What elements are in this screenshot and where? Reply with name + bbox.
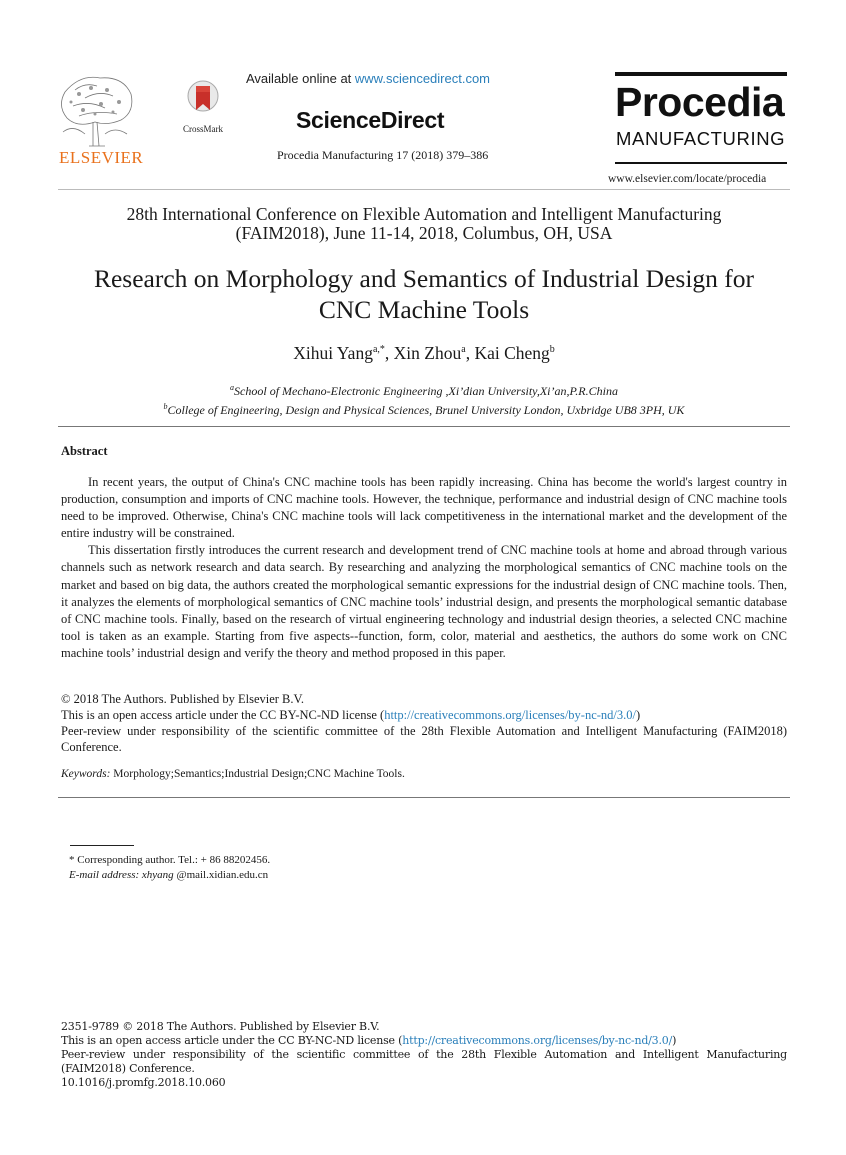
procedia-top-bar [615, 72, 787, 76]
oa-prefix: This is an open access article under the CC BY-NC-ND license ( [61, 708, 385, 722]
license-link[interactable]: http://creativecommons.org/licenses/by-nc-nd/3.0/ [384, 708, 636, 722]
abstract-bottom-divider [58, 797, 790, 798]
header-divider [58, 189, 790, 190]
procedia-logo-word: Procedia [615, 79, 785, 125]
copyright-line: © 2018 The Authors. Published by Elsevier B.V. [61, 692, 305, 706]
affiliation-text: School of Mechano-Electronic Engineering ,Xi’dian University,Xi’an,P.R.China [234, 384, 618, 398]
available-online [246, 71, 490, 86]
author-affil-mark: b [549, 344, 555, 356]
email-domain: @mail.xidian.edu.cn [173, 869, 269, 881]
procedia-bottom-bar [615, 162, 787, 164]
copyright-block [61, 691, 787, 755]
conference-line-2: (FAIM2018), June 11-14, 2018, Columbus, OH, USA [235, 223, 613, 243]
affiliations [58, 380, 790, 418]
abstract-paragraph: In recent years, the output of China's CNC machine tools has been rapidly increasing. China has become the world's largest country in production, consumption and imports of CNC machine tools. However, the technique, performance and industrial design of CNC machine tools need to be improved. Otherwise, China's CNC machine tools will lack competitiveness in the international market and the development of the entire industry will be constrained. [61, 475, 787, 541]
bottom-license [61, 1020, 787, 1090]
author-list [58, 343, 790, 364]
affiliation-mark: a [230, 383, 235, 392]
email-label: E-mail address: xhyang [69, 869, 174, 881]
abstract-body [61, 474, 787, 662]
affiliation-mark: b [163, 402, 168, 411]
issn-line: 2351-9789 © 2018 The Authors. Published by Elsevier B.V. [61, 1020, 380, 1033]
abstract-paragraph: This dissertation firstly introduces the current research and development trend of CNC machine tools at home and abroad through various channels such as network research and data search. By researching and analyzing the morphological semantics of CNC machine tools on the market and based on big data, the authors created the morphological semantic expressions for the industrial design of CNC machine tools. Then, it analyzes the elements of morphological semantics of CNC machine tools’ industrial design, and presents the morphological semantic database of CNC machine tools. Finally, based on the research of virtual engineering technology and industrial design theories, a selected CNC machine tool is taken as an example. Starting from five aspects--function, form, color, material and aesthetics, the authors do some work on CNC machine tools’ industrial design and verify the theory and method proposed in this paper. [61, 543, 787, 660]
email-line [69, 868, 270, 883]
open-access-line [61, 707, 787, 723]
author-name: Xin Zhou [393, 343, 462, 363]
elsevier-tree-icon [55, 72, 135, 150]
affiliation-a [58, 380, 790, 399]
available-prefix: Available online at [246, 71, 355, 86]
sciencedirect-logo: ScienceDirect [296, 107, 445, 133]
conference-name [58, 205, 790, 243]
journal-reference: Procedia Manufacturing 17 (2018) 379–386 [277, 148, 489, 162]
author-name: Xihui Yang [293, 343, 373, 363]
author-affil-mark: a,* [372, 344, 385, 356]
oa-suffix: ) [635, 708, 641, 722]
title-line-1: Research on Morphology and Semantics of Industrial Design for [93, 264, 755, 293]
bottom-peer-review: Peer-review under responsibility of the scientific committee of the 28th Flexible Automation and Intelligent Manufacturing (FAIM2018) Conference. [61, 1048, 787, 1075]
paper-title [58, 263, 790, 325]
elsevier-wordmark: ELSEVIER [59, 148, 144, 167]
abstract-top-divider [58, 426, 790, 427]
bottom-oa-line [61, 1034, 787, 1048]
conference-line-1: 28th International Conference on Flexible Automation and Intelligent Manufacturing [126, 204, 722, 224]
bottom-oa-suffix: ) [672, 1034, 677, 1047]
journal-homepage-link[interactable]: www.elsevier.com/locate/procedia [608, 173, 767, 185]
affiliation-b [58, 399, 790, 418]
footnote [69, 853, 270, 883]
author-name: Kai Cheng [474, 343, 550, 363]
crossmark-badge[interactable] [172, 80, 234, 132]
author-affil-mark: a [461, 344, 466, 356]
sciencedirect-link[interactable]: www.sciencedirect.com [354, 71, 491, 86]
footnote-rule [70, 845, 134, 846]
crossmark-label: CrossMark [183, 124, 223, 134]
author-separator: , [465, 343, 475, 363]
keywords [61, 768, 405, 780]
keywords-label: Keywords: [61, 768, 111, 780]
author-separator: , [384, 343, 394, 363]
procedia-logo-sub: MANUFACTURING [616, 128, 786, 149]
bottom-oa-prefix: This is an open access article under the CC BY-NC-ND license ( [61, 1034, 403, 1047]
keywords-text: Morphology;Semantics;Industrial Design;CNC Machine Tools. [110, 768, 405, 780]
doi[interactable]: 10.1016/j.promfg.2018.10.060 [61, 1076, 226, 1089]
abstract-heading: Abstract [61, 444, 108, 458]
affiliation-text: College of Engineering, Design and Physical Sciences, Brunel University London, Uxbridge UB8 3PH, UK [167, 403, 685, 417]
peer-review-line: Peer-review under responsibility of the scientific committee of the 28th Flexible Automation and Intelligent Manufacturing (FAIM2018) Conference. [61, 724, 787, 754]
crossmark-icon [187, 80, 219, 118]
elsevier-logo [55, 72, 143, 167]
corresponding-author: * Corresponding author. Tel.: + 86 88202456. [69, 854, 271, 866]
title-line-2: CNC Machine Tools [318, 295, 530, 324]
bottom-license-link[interactable]: http://creativecommons.org/licenses/by-nc-nd/3.0/ [402, 1034, 673, 1047]
